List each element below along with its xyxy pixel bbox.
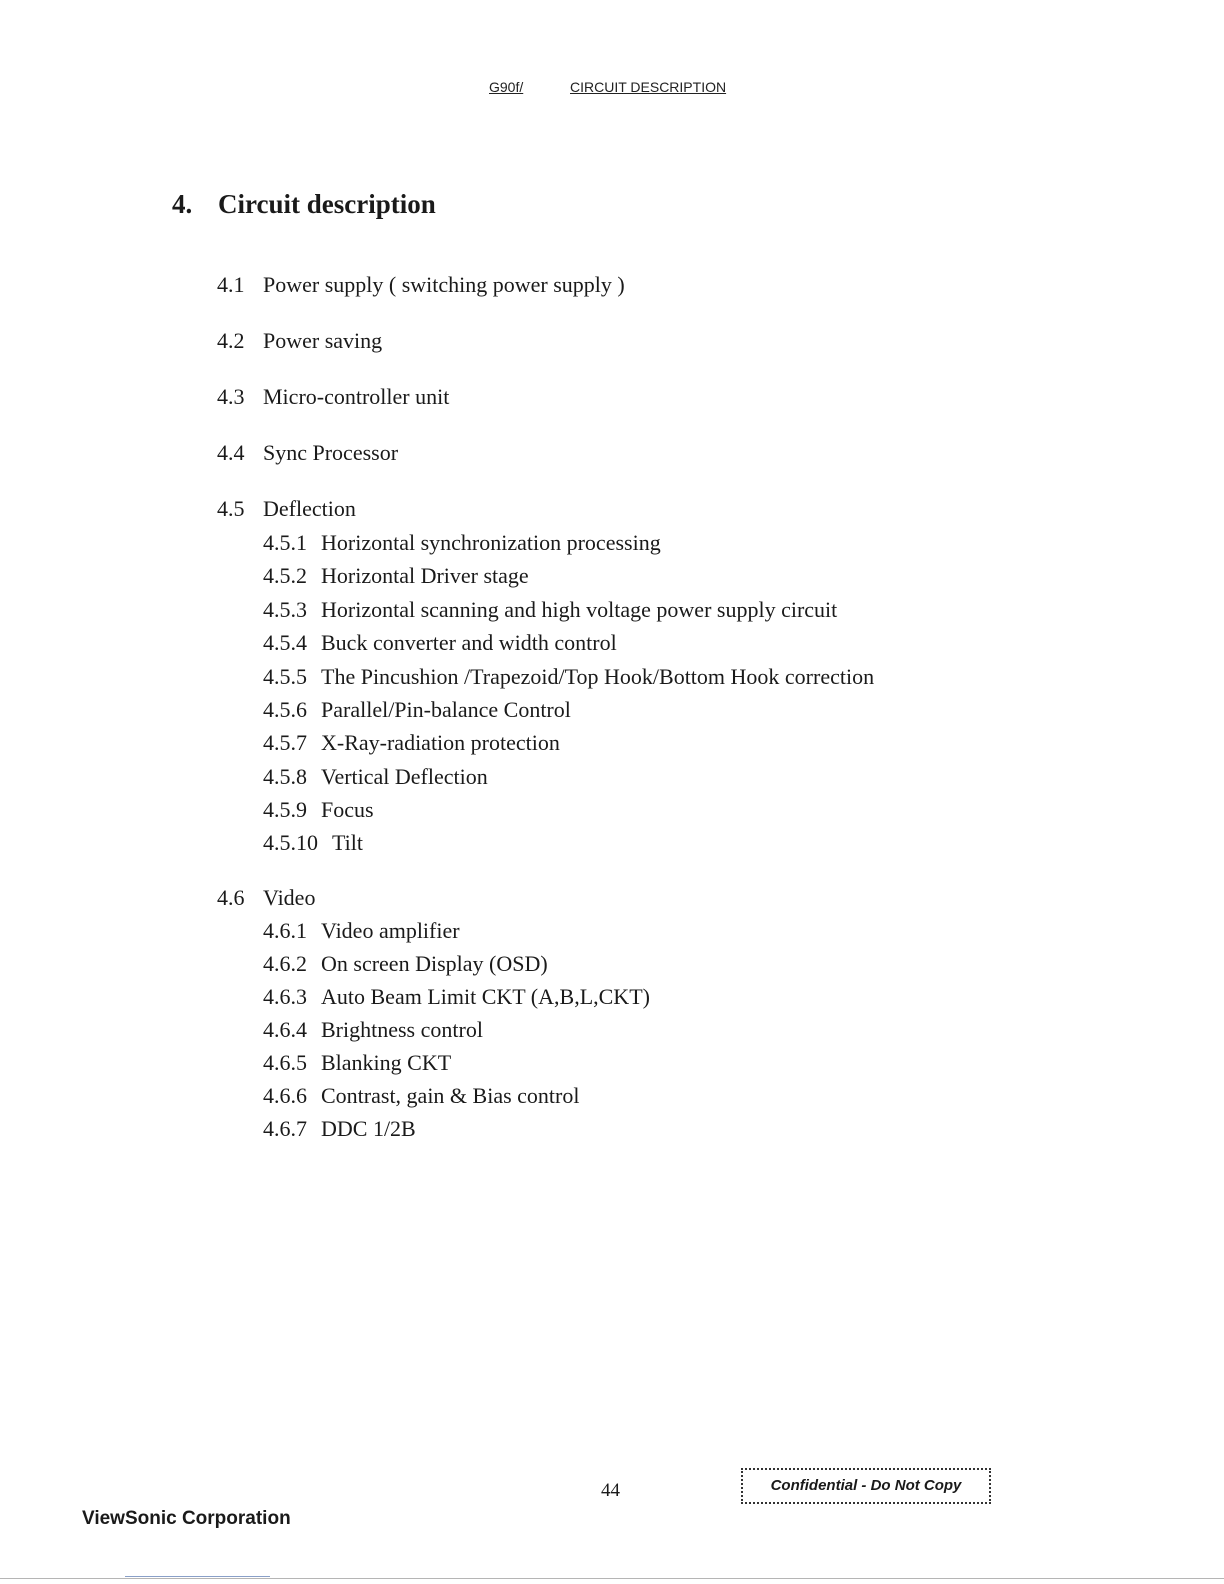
section-number: 4.2 (217, 328, 245, 353)
subsection-title: Tilt (332, 830, 364, 855)
toc-subsection (263, 730, 560, 756)
subsection-number: 4.5.6 (263, 697, 307, 722)
header-title: CIRCUIT DESCRIPTION (570, 79, 727, 95)
subsection-number: 4.5.3 (263, 597, 307, 622)
subsection-number: 4.6.3 (263, 984, 307, 1009)
section-title: Sync Processor (263, 440, 399, 465)
confidential-notice: Confidential - Do Not Copy (741, 1468, 991, 1504)
section-number: 4.3 (217, 384, 245, 409)
toc-subsection (263, 664, 874, 690)
company-name: ViewSonic Corporation (82, 1508, 291, 1529)
chapter-heading (172, 189, 436, 220)
toc-subsection (263, 951, 548, 977)
subsection-title: Video amplifier (321, 918, 460, 943)
subsection-number: 4.6.6 (263, 1083, 307, 1108)
toc-subsection (263, 797, 374, 823)
subsection-title: X-Ray-radiation protection (321, 730, 560, 755)
subsection-number: 4.5.7 (263, 730, 307, 755)
subsection-number: 4.5.9 (263, 797, 307, 822)
subsection-title: On screen Display (OSD) (321, 951, 548, 976)
toc-subsection (263, 597, 837, 623)
chapter-number: 4. (172, 189, 193, 219)
toc-subsection (263, 697, 571, 723)
toc-subsection (263, 530, 661, 556)
toc-subsection (263, 918, 460, 944)
toc-subsection (263, 764, 488, 790)
subsection-title: Parallel/Pin-balance Control (321, 697, 571, 722)
section-number: 4.6 (217, 885, 245, 910)
toc-section (217, 496, 356, 522)
toc-section (217, 384, 449, 410)
section-number: 4.4 (217, 440, 245, 465)
subsection-title: Brightness control (321, 1017, 483, 1042)
subsection-title: Auto Beam Limit CKT (A,B,L,CKT) (321, 984, 650, 1009)
subsection-title: Vertical Deflection (321, 764, 488, 789)
bottom-rule (0, 1578, 1224, 1579)
header-model: G90f/ (489, 79, 524, 95)
subsection-number: 4.6.2 (263, 951, 307, 976)
subsection-number: 4.6.1 (263, 918, 307, 943)
subsection-title: Buck converter and width control (321, 630, 617, 655)
subsection-number: 4.5.2 (263, 563, 307, 588)
subsection-number: 4.6.5 (263, 1050, 307, 1075)
toc-subsection (263, 830, 363, 856)
toc-section (217, 272, 625, 298)
subsection-title: Horizontal Driver stage (321, 563, 529, 588)
bottom-rule-accent (125, 1576, 270, 1577)
toc-subsection (263, 563, 529, 589)
subsection-title: Horizontal scanning and high voltage power supply circuit (321, 597, 838, 622)
subsection-number: 4.5.5 (263, 664, 307, 689)
page-number: 44 (601, 1480, 620, 1501)
section-number: 4.5 (217, 496, 245, 521)
subsection-title: The Pincushion /Trapezoid/Top Hook/Bottom Hook correction (321, 664, 875, 689)
subsection-number: 4.5.1 (263, 530, 307, 555)
section-number: 4.1 (217, 272, 245, 297)
section-title: Power supply ( switching power supply ) (263, 272, 625, 297)
section-title: Deflection (263, 496, 356, 521)
subsection-title: Blanking CKT (321, 1050, 452, 1075)
section-title: Micro-controller unit (263, 384, 450, 409)
subsection-title: Focus (321, 797, 374, 822)
section-title: Video (263, 885, 316, 910)
subsection-number: 4.5.8 (263, 764, 307, 789)
subsection-number: 4.6.7 (263, 1116, 307, 1141)
subsection-number: 4.6.4 (263, 1017, 307, 1042)
subsection-number: 4.5.4 (263, 630, 307, 655)
toc-subsection (263, 1050, 451, 1076)
toc-section (217, 440, 398, 466)
toc-subsection (263, 984, 650, 1010)
chapter-title: Circuit description (218, 189, 436, 219)
toc-subsection (263, 1017, 483, 1043)
subsection-title: Horizontal synchronization processing (321, 530, 661, 555)
toc-subsection (263, 1116, 416, 1142)
toc-subsection (263, 630, 617, 656)
section-title: Power saving (263, 328, 383, 353)
subsection-title: DDC 1/2B (321, 1116, 416, 1141)
toc-subsection (263, 1083, 579, 1109)
subsection-title: Contrast, gain & Bias control (321, 1083, 580, 1108)
toc-section (217, 328, 382, 354)
subsection-number: 4.5.10 (263, 830, 318, 855)
toc-section (217, 885, 315, 911)
